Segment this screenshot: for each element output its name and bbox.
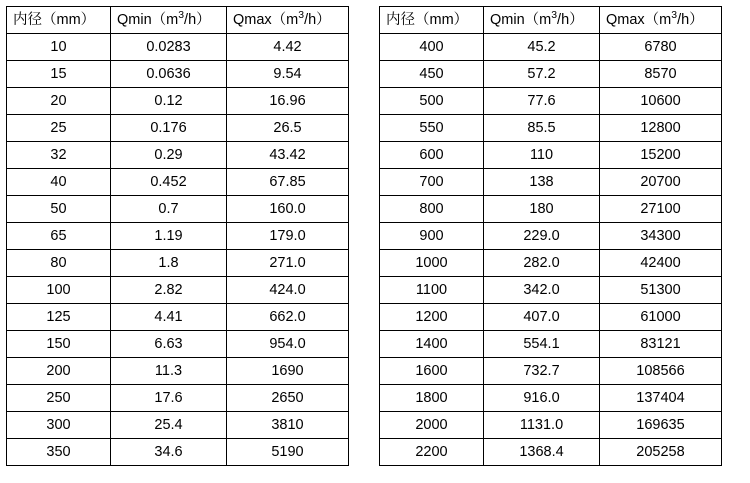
- cell-inner-diameter: 80: [7, 250, 111, 277]
- table-row: [380, 331, 722, 358]
- table-row: [380, 358, 722, 385]
- cell-qmax: 27100: [600, 196, 722, 223]
- cell-qmax: 205258: [600, 439, 722, 466]
- cell-qmin: 11.3: [111, 358, 227, 385]
- cell-qmin: 407.0: [484, 304, 600, 331]
- cell-inner-diameter: 400: [380, 34, 484, 61]
- cell-qmin: 342.0: [484, 277, 600, 304]
- cell-inner-diameter: 32: [7, 142, 111, 169]
- column-header-qmax-suffix: /h）: [304, 12, 331, 28]
- column-header-qmin: [111, 7, 227, 34]
- table-row: [7, 250, 349, 277]
- table-row: [7, 34, 349, 61]
- pipe-flow-table-large-diameters: [379, 6, 722, 466]
- cell-inner-diameter: 100: [7, 277, 111, 304]
- cell-qmax: 3810: [227, 412, 349, 439]
- cell-inner-diameter: 450: [380, 61, 484, 88]
- table-row: [7, 358, 349, 385]
- cell-qmin: 25.4: [111, 412, 227, 439]
- cell-qmax: 954.0: [227, 331, 349, 358]
- table-row: [7, 196, 349, 223]
- cell-qmax: 51300: [600, 277, 722, 304]
- cell-inner-diameter: 1200: [380, 304, 484, 331]
- cell-inner-diameter: 2000: [380, 412, 484, 439]
- cell-qmin: 0.7: [111, 196, 227, 223]
- cell-qmax: 179.0: [227, 223, 349, 250]
- cell-inner-diameter: 900: [380, 223, 484, 250]
- cell-qmax: 8570: [600, 61, 722, 88]
- cell-inner-diameter: 200: [7, 358, 111, 385]
- cell-inner-diameter: 1800: [380, 385, 484, 412]
- cell-inner-diameter: 800: [380, 196, 484, 223]
- cell-inner-diameter: 15: [7, 61, 111, 88]
- cell-qmax: 15200: [600, 142, 722, 169]
- table-header-row: [380, 7, 722, 34]
- cell-inner-diameter: 1100: [380, 277, 484, 304]
- cell-qmax: 42400: [600, 250, 722, 277]
- table-row: [380, 277, 722, 304]
- table-row: [380, 115, 722, 142]
- column-header-qmin: [484, 7, 600, 34]
- table-row: [380, 385, 722, 412]
- cell-qmax: 20700: [600, 169, 722, 196]
- cell-inner-diameter: 10: [7, 34, 111, 61]
- column-header-qmax: [227, 7, 349, 34]
- cell-qmin: 2.82: [111, 277, 227, 304]
- cell-qmax: 43.42: [227, 142, 349, 169]
- cell-qmax: 61000: [600, 304, 722, 331]
- cell-inner-diameter: 600: [380, 142, 484, 169]
- table-row: [7, 439, 349, 466]
- cell-inner-diameter: 1000: [380, 250, 484, 277]
- cell-qmin: 1.19: [111, 223, 227, 250]
- column-header-qmax-exponent: 3: [298, 10, 305, 22]
- cell-inner-diameter: 350: [7, 439, 111, 466]
- table-row: [380, 412, 722, 439]
- cell-qmin: 732.7: [484, 358, 600, 385]
- cell-qmin: 180: [484, 196, 600, 223]
- cell-inner-diameter: 550: [380, 115, 484, 142]
- table-row: [7, 277, 349, 304]
- cell-qmin: 0.29: [111, 142, 227, 169]
- cell-inner-diameter: 250: [7, 385, 111, 412]
- table-row: [380, 196, 722, 223]
- table-row: [7, 304, 349, 331]
- cell-qmin: 85.5: [484, 115, 600, 142]
- cell-qmin: 4.41: [111, 304, 227, 331]
- cell-inner-diameter: 40: [7, 169, 111, 196]
- table-row: [7, 115, 349, 142]
- cell-qmin: 1131.0: [484, 412, 600, 439]
- column-header-qmin-exponent: 3: [178, 10, 185, 22]
- cell-qmin: 0.12: [111, 88, 227, 115]
- table-row: [380, 223, 722, 250]
- cell-qmin: 554.1: [484, 331, 600, 358]
- table-row: [7, 385, 349, 412]
- pipe-flow-table-small-diameters: [6, 6, 349, 466]
- column-header-qmin-exponent: 3: [551, 10, 558, 22]
- table-row: [7, 331, 349, 358]
- cell-inner-diameter: 20: [7, 88, 111, 115]
- table-row: [7, 61, 349, 88]
- cell-inner-diameter: 65: [7, 223, 111, 250]
- cell-qmin: 34.6: [111, 439, 227, 466]
- column-header-inner-diameter: 内径（mm）: [7, 7, 111, 34]
- cell-qmin: 77.6: [484, 88, 600, 115]
- table-row: [380, 439, 722, 466]
- column-header-qmin-suffix: /h）: [184, 12, 211, 28]
- column-header-qmin-prefix: Qmin（m: [117, 12, 179, 28]
- cell-qmax: 12800: [600, 115, 722, 142]
- table-row: [7, 169, 349, 196]
- table-row: [380, 250, 722, 277]
- cell-qmin: 0.0636: [111, 61, 227, 88]
- cell-qmax: 9.54: [227, 61, 349, 88]
- cell-qmin: 0.452: [111, 169, 227, 196]
- cell-qmin: 138: [484, 169, 600, 196]
- column-header-inner-diameter: 内径（mm）: [380, 7, 484, 34]
- cell-qmax: 5190: [227, 439, 349, 466]
- cell-inner-diameter: 25: [7, 115, 111, 142]
- cell-inner-diameter: 150: [7, 331, 111, 358]
- cell-qmax: 34300: [600, 223, 722, 250]
- cell-inner-diameter: 1600: [380, 358, 484, 385]
- table-header-row: [7, 7, 349, 34]
- column-header-qmax-suffix: /h）: [677, 12, 704, 28]
- cell-qmin: 0.0283: [111, 34, 227, 61]
- cell-qmax: 424.0: [227, 277, 349, 304]
- cell-qmax: 108566: [600, 358, 722, 385]
- cell-inner-diameter: 300: [7, 412, 111, 439]
- cell-qmax: 16.96: [227, 88, 349, 115]
- cell-inner-diameter: 50: [7, 196, 111, 223]
- cell-inner-diameter: 700: [380, 169, 484, 196]
- cell-qmax: 271.0: [227, 250, 349, 277]
- cell-qmax: 2650: [227, 385, 349, 412]
- cell-qmax: 662.0: [227, 304, 349, 331]
- cell-qmin: 57.2: [484, 61, 600, 88]
- cell-qmax: 67.85: [227, 169, 349, 196]
- cell-qmax: 10600: [600, 88, 722, 115]
- cell-qmax: 169635: [600, 412, 722, 439]
- cell-qmax: 26.5: [227, 115, 349, 142]
- cell-qmax: 160.0: [227, 196, 349, 223]
- table-body-right: [380, 34, 722, 466]
- column-header-qmax-prefix: Qmax（m: [233, 12, 299, 28]
- column-header-qmin-suffix: /h）: [557, 12, 584, 28]
- cell-qmin: 0.176: [111, 115, 227, 142]
- cell-qmax: 83121: [600, 331, 722, 358]
- column-header-qmax: [600, 7, 722, 34]
- cell-qmax: 6780: [600, 34, 722, 61]
- cell-qmin: 17.6: [111, 385, 227, 412]
- column-header-qmin-prefix: Qmin（m: [490, 12, 552, 28]
- cell-qmin: 1368.4: [484, 439, 600, 466]
- cell-inner-diameter: 1400: [380, 331, 484, 358]
- cell-qmin: 229.0: [484, 223, 600, 250]
- cell-qmin: 916.0: [484, 385, 600, 412]
- table-row: [7, 223, 349, 250]
- cell-qmin: 6.63: [111, 331, 227, 358]
- table-row: [380, 34, 722, 61]
- cell-inner-diameter: 500: [380, 88, 484, 115]
- column-header-qmax-exponent: 3: [671, 10, 678, 22]
- table-row: [7, 142, 349, 169]
- cell-inner-diameter: 125: [7, 304, 111, 331]
- cell-qmax: 4.42: [227, 34, 349, 61]
- cell-qmax: 1690: [227, 358, 349, 385]
- cell-qmin: 1.8: [111, 250, 227, 277]
- column-header-qmax-prefix: Qmax（m: [606, 12, 672, 28]
- table-row: [380, 142, 722, 169]
- cell-qmin: 45.2: [484, 34, 600, 61]
- cell-qmax: 137404: [600, 385, 722, 412]
- table-row: [7, 412, 349, 439]
- cell-inner-diameter: 2200: [380, 439, 484, 466]
- cell-qmin: 282.0: [484, 250, 600, 277]
- table-row: [380, 169, 722, 196]
- table-row: [7, 88, 349, 115]
- cell-qmin: 110: [484, 142, 600, 169]
- table-body-left: [7, 34, 349, 466]
- table-row: [380, 61, 722, 88]
- table-row: [380, 88, 722, 115]
- table-row: [380, 304, 722, 331]
